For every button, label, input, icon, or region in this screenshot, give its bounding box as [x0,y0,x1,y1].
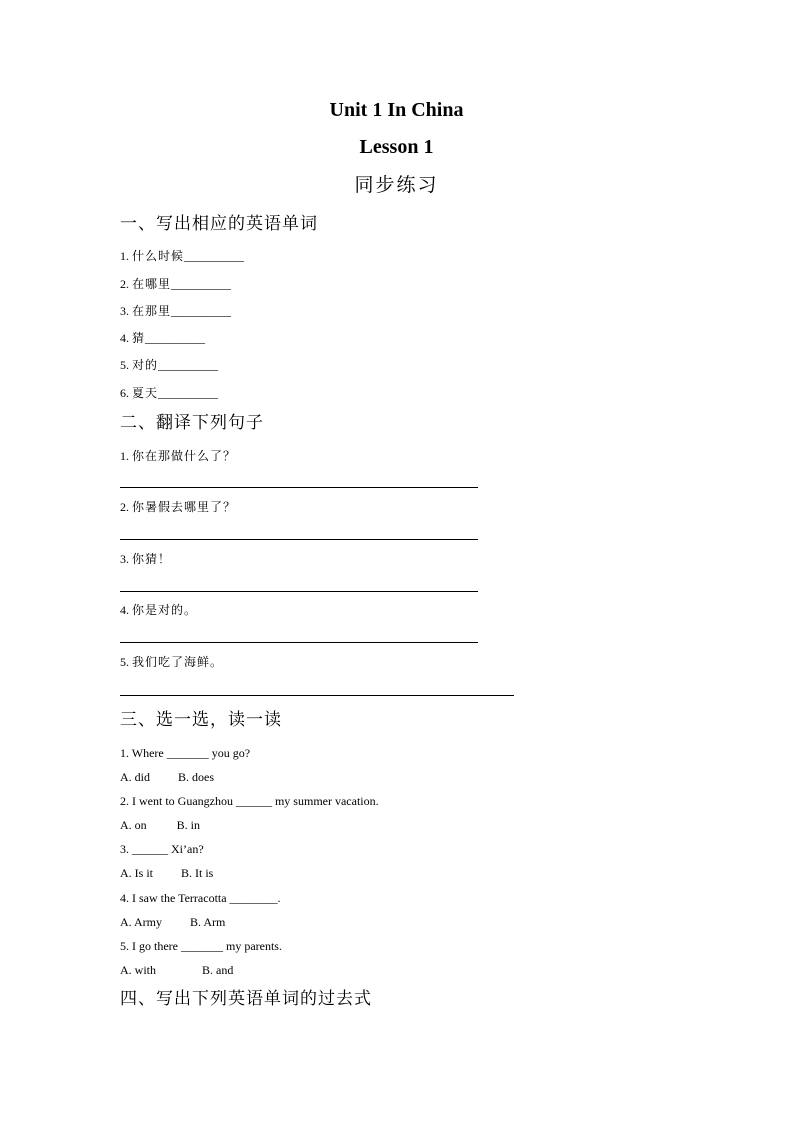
item-prompt: 夏天 [132,386,159,400]
section3-options-1 [120,769,214,785]
section3-question-1: 1. Where _______ you go? [120,746,251,760]
section3-question-5: 5. I go there _______ my parents. [120,939,282,953]
section4-heading: 四、写出下列英语单词的过去式 [120,989,372,1009]
section3-heading: 三、选一选，读一读 [120,710,282,730]
practice-title: 同步练习 [354,174,439,196]
option-b[interactable]: B. Arm [190,915,226,929]
option-b[interactable]: B. in [176,818,201,832]
item-prompt: 在哪里 [132,277,172,291]
answer-line[interactable] [120,695,514,696]
section1-item-4 [120,330,205,346]
item-number: 2. [120,277,129,291]
item-blank[interactable]: __________ [158,358,219,372]
section3-question-2: 2. I went to Guangzhou ______ my summer vacation. [120,794,379,808]
item-number: 2. [120,500,129,514]
option-a[interactable]: A. with [120,963,156,977]
answer-line[interactable] [120,539,478,540]
section2-item-5 [120,654,223,670]
section2-item-4 [120,602,197,618]
answer-line[interactable] [120,642,478,643]
section3-question-3: 3. ______ Xi’an? [120,842,204,856]
section1-item-5 [120,357,218,373]
item-number: 4. [120,331,129,345]
section1-item-1 [120,248,244,264]
item-prompt: 我们吃了海鲜。 [132,655,224,669]
item-number: 5. [120,358,129,372]
item-prompt: 猜 [132,331,146,345]
item-prompt: 你暑假去哪里了？ [132,500,237,514]
answer-line[interactable] [120,487,478,488]
item-prompt: 你猜！ [132,552,172,566]
section3-options-2 [120,817,200,833]
section3-options-4 [120,914,225,930]
option-a[interactable]: A. Is it [120,866,153,880]
item-prompt: 什么时候 [132,249,185,263]
section1-item-6 [120,385,218,401]
item-number: 3. [120,304,129,318]
option-b[interactable]: B. and [202,963,234,977]
section2-item-1 [120,448,236,464]
item-prompt: 在那里 [132,304,172,318]
unit-title: Unit 1 In China [329,99,464,121]
item-blank[interactable]: __________ [171,304,232,318]
item-blank[interactable]: __________ [171,277,232,291]
option-b[interactable]: B. does [178,770,214,784]
item-prompt: 你在那做什么了？ [132,449,237,463]
item-number: 6. [120,386,129,400]
item-number: 1. [120,249,129,263]
option-a[interactable]: A. Army [120,915,162,929]
item-blank[interactable]: __________ [158,386,219,400]
item-number: 4. [120,603,129,617]
section2-item-2 [120,499,236,515]
item-blank[interactable]: __________ [184,249,245,263]
option-a[interactable]: A. on [120,818,147,832]
answer-line[interactable] [120,591,478,592]
item-prompt: 你是对的。 [132,603,198,617]
option-b[interactable]: B. It is [181,866,214,880]
section1-heading: 一、写出相应的英语单词 [120,214,318,234]
item-number: 1. [120,449,129,463]
section3-options-5 [120,962,233,978]
item-prompt: 对的 [132,358,159,372]
section1-item-3 [120,303,231,319]
section3-question-4: 4. I saw the Terracotta ________. [120,891,281,905]
section2-item-3 [120,551,171,567]
item-number: 5. [120,655,129,669]
item-blank[interactable]: __________ [145,331,206,345]
lesson-title: Lesson 1 [359,136,434,158]
option-a[interactable]: A. did [120,770,150,784]
section3-options-3 [120,865,213,881]
section2-heading: 二、翻译下列句子 [120,413,264,433]
section1-item-2 [120,276,231,292]
item-number: 3. [120,552,129,566]
